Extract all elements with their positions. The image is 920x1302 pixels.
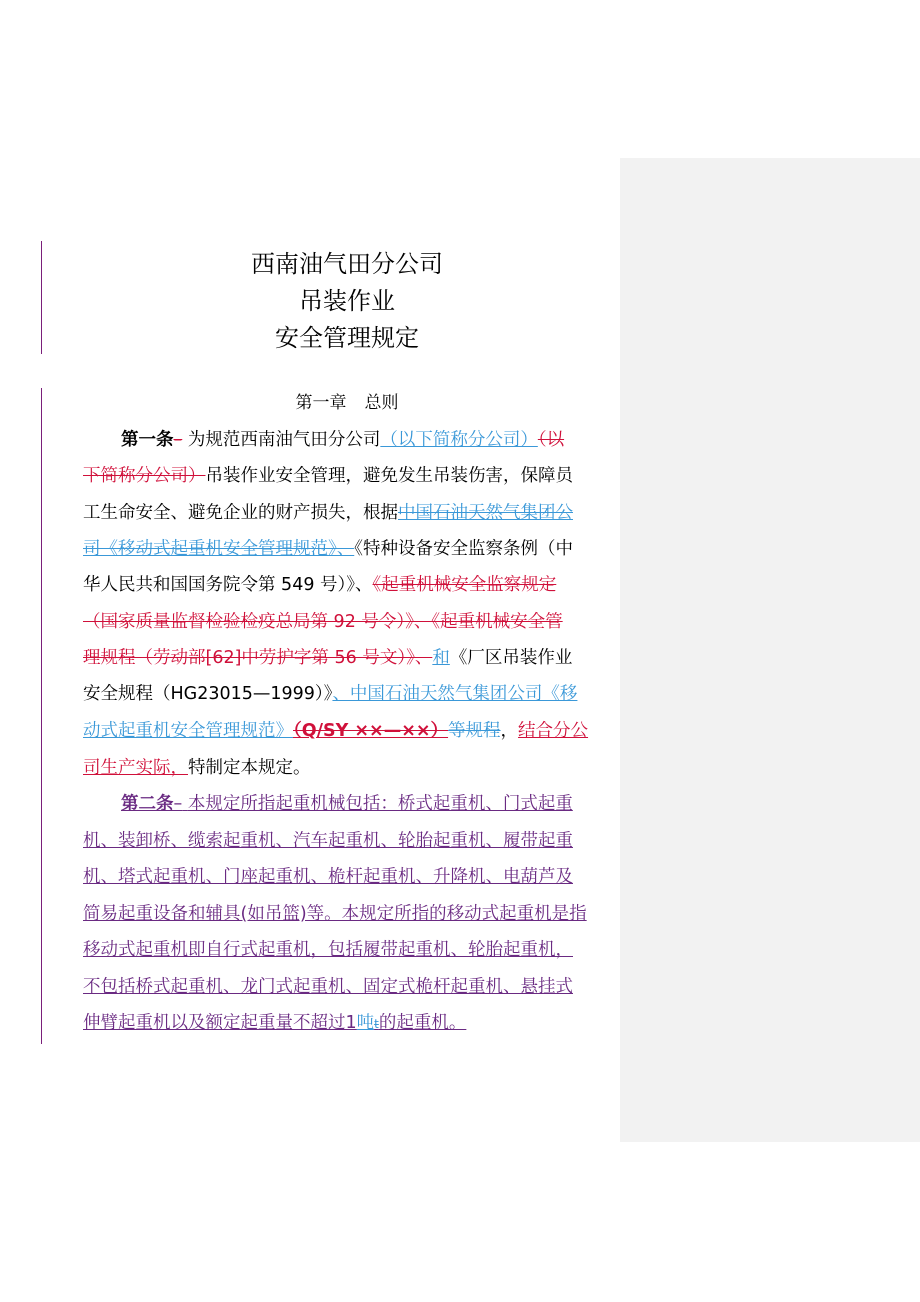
- art2-line-6: 不包括桥式起重机、龙门式起重机、固定式桅杆起重机、悬挂式: [83, 977, 573, 997]
- text: 《厂区吊装作业: [449, 648, 573, 668]
- art2-label: 第二条: [121, 794, 174, 814]
- inserted-text: 吨: [356, 1013, 375, 1033]
- text: 本规定所指起重机械包括：桥式起重机、门式起重: [187, 794, 573, 814]
- art1-line-3: [83, 500, 573, 526]
- deleted-dash: –: [173, 794, 183, 814]
- deleted-dash: –: [173, 430, 183, 450]
- deleted-text: 《起重机械安全监察规定: [372, 575, 557, 595]
- art1-line-4: [83, 536, 573, 562]
- deleted-text: （以: [537, 430, 565, 450]
- deleted-text: 理规程（劳动部[62]中劳护字第 56 号文）》、: [83, 648, 433, 668]
- art2-line-7: [83, 1010, 466, 1037]
- text: 《特种设备安全监察条例（中: [354, 539, 573, 559]
- art1-line-6: [83, 609, 563, 635]
- text: 工生命安全、避免企业的财产损失，根据: [83, 503, 398, 523]
- deleted-text: 司《移动式起重机安全管理规范》、: [83, 539, 355, 559]
- doc-title-line-2: 吊装作业: [299, 287, 395, 315]
- inserted-text: 结合分公: [518, 721, 589, 741]
- comment-pane: [620, 158, 920, 1142]
- text: ，: [500, 721, 519, 741]
- art2-line-4: 简易起重设备和辅具(如吊篮)等。本规定所指的移动式起重机是指: [83, 904, 587, 924]
- deleted-text: 下简称分公司）: [83, 466, 206, 486]
- inserted-text: 、中国石油天然气集团公司《移: [332, 684, 578, 704]
- inserted-text: （以下简称分公司）: [380, 430, 538, 450]
- art2-line-3: 机、塔式起重机、门座起重机、桅杆起重机、升降机、电葫芦及: [83, 867, 573, 887]
- art1-line-1: [121, 427, 564, 453]
- deleted-text: 等规程: [448, 721, 501, 741]
- doc-title-line-3: 安全管理规定: [275, 324, 419, 352]
- text: 伸臂起重机以及额定起重量不超过1: [83, 1013, 357, 1033]
- chapter-number: 第一章: [295, 393, 347, 413]
- deleted-text: （Q/SY ××—××）: [293, 721, 449, 741]
- art1-line-8: [83, 681, 577, 707]
- deleted-text: （国家质量监督检验检疫总局第 92 号令）》、《起重机械安全管: [83, 612, 563, 632]
- inserted-text: 动式起重机安全管理规范》: [83, 721, 293, 741]
- text: 的起重机。: [378, 1013, 467, 1033]
- deleted-text: 中国石油天然气集团公: [398, 503, 573, 523]
- art1-line-10: [83, 755, 311, 781]
- art1-line-9: [83, 718, 588, 744]
- text: 华人民共和国国务院令第 549 号）》、: [83, 575, 373, 595]
- inserted-text: 司生产实际，: [83, 758, 188, 778]
- art2-line-5: 移动式起重机即自行式起重机，包括履带起重机、轮胎起重机，: [83, 940, 573, 960]
- change-bar-title: [41, 241, 42, 354]
- art1-line-5: [83, 572, 556, 598]
- text: 为规范西南油气田分公司: [187, 430, 381, 450]
- change-bar-body: [41, 388, 42, 1044]
- deleted-text: t: [374, 1017, 379, 1031]
- inserted-text: 和: [432, 648, 450, 668]
- doc-title-line-1: 西南油气田分公司: [251, 250, 443, 278]
- text: 特制定本规定。: [188, 758, 311, 778]
- chapter-heading: [50, 390, 644, 416]
- text: 安全规程（HG23015—1999）》: [83, 684, 333, 704]
- art1-line-2: [83, 463, 573, 489]
- art1-line-7: [83, 645, 572, 671]
- chapter-name: 总则: [364, 393, 399, 413]
- art2-line-2: 机、装卸桥、缆索起重机、汽车起重机、轮胎起重机、履带起重: [83, 831, 573, 851]
- text: 吊装作业安全管理，避免发生吊装伤害，保障员: [205, 466, 573, 486]
- art1-label: 第一条: [121, 430, 174, 450]
- art2-line-1: [121, 791, 573, 817]
